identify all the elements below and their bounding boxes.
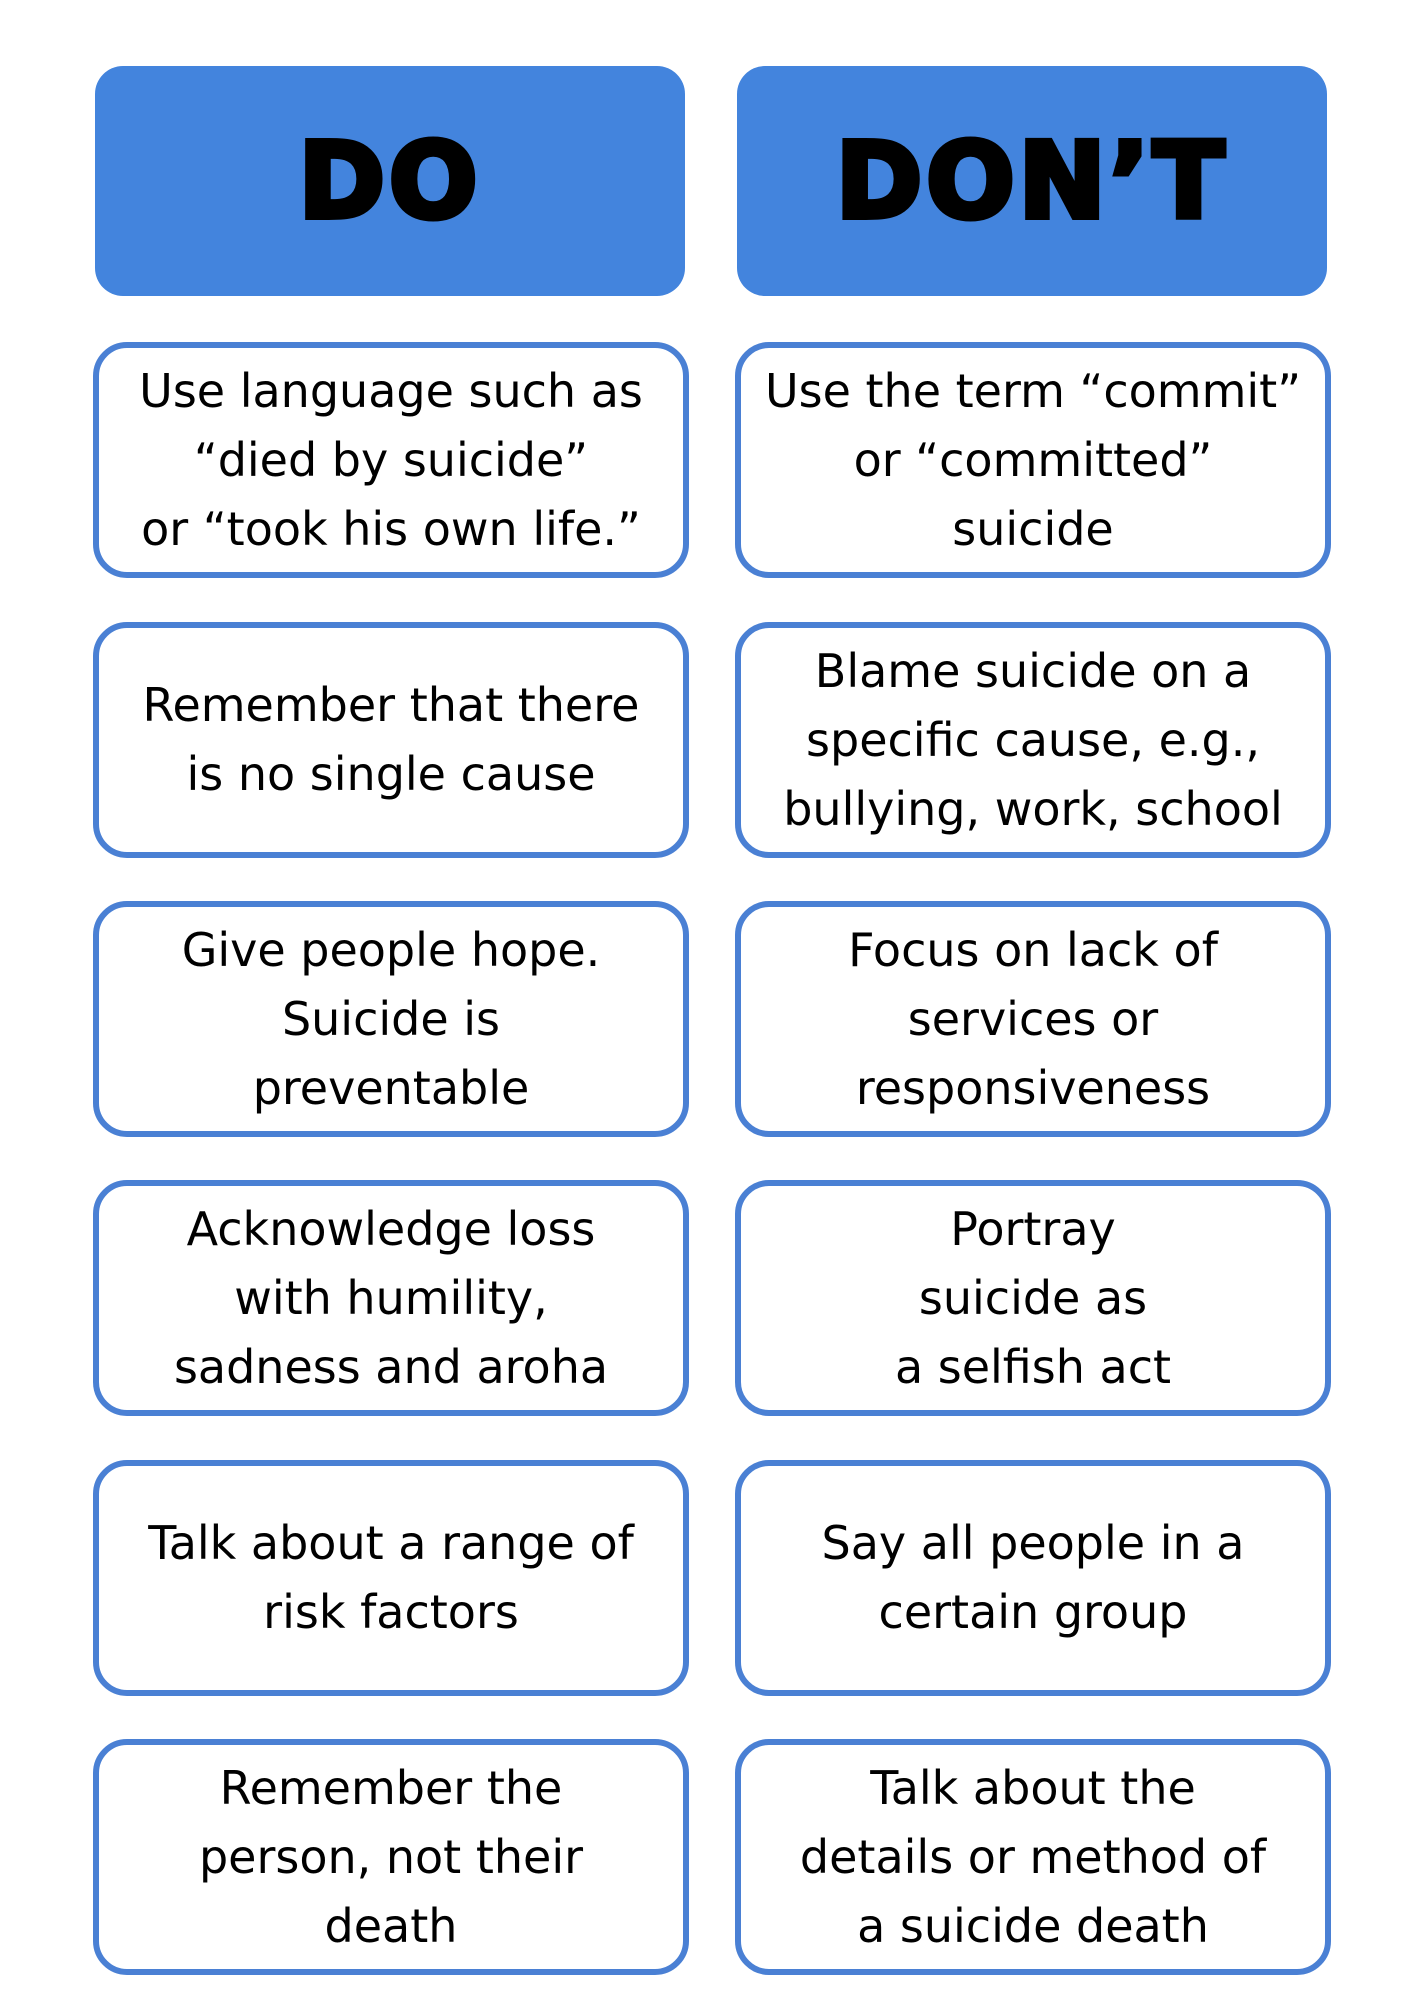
do-card-text: Use language such as “died by suicide” or “took his own life.” [139,363,643,556]
do-header [95,66,685,296]
dont-card-text: Use the term “commit” or “committed” suicide [764,363,1302,556]
dont-card-text: Blame suicide on a specific cause, e.g., bullying, work, school [783,643,1283,836]
do-card-text: Acknowledge loss with humility, sadness and aroha [173,1201,609,1394]
dont-card-certain-group [735,1460,1331,1696]
do-card-remember-person [93,1739,689,1975]
do-card-hope [93,901,689,1137]
dont-card-blame-cause [735,622,1331,858]
dont-card-commit [735,342,1331,578]
do-card-acknowledge-loss [93,1180,689,1416]
do-card-text: Remember that there is no single cause [142,678,640,801]
do-card-text: Give people hope. Suicide is preventable [181,922,601,1115]
dont-header-label: DON’T [835,120,1229,242]
do-card-text: Remember the person, not their death [198,1760,584,1953]
do-card-language [93,342,689,578]
dont-header [737,66,1327,296]
dont-card-text: Talk about the details or method of a suicide death [799,1760,1267,1953]
do-card-risk-factors [93,1460,689,1696]
dont-card-method-details [735,1739,1331,1975]
do-card-no-single-cause [93,622,689,858]
dont-card-text: Focus on lack of services or responsiveness [848,922,1218,1115]
dont-card-selfish-act [735,1180,1331,1416]
do-card-text: Talk about a range of risk factors [148,1516,634,1639]
dont-card-text: Say all people in a certain group [821,1516,1245,1639]
dont-card-text: Portray suicide as a selfish act [894,1201,1172,1394]
dont-card-lack-of-services [735,901,1331,1137]
do-header-label: DO [298,120,482,242]
